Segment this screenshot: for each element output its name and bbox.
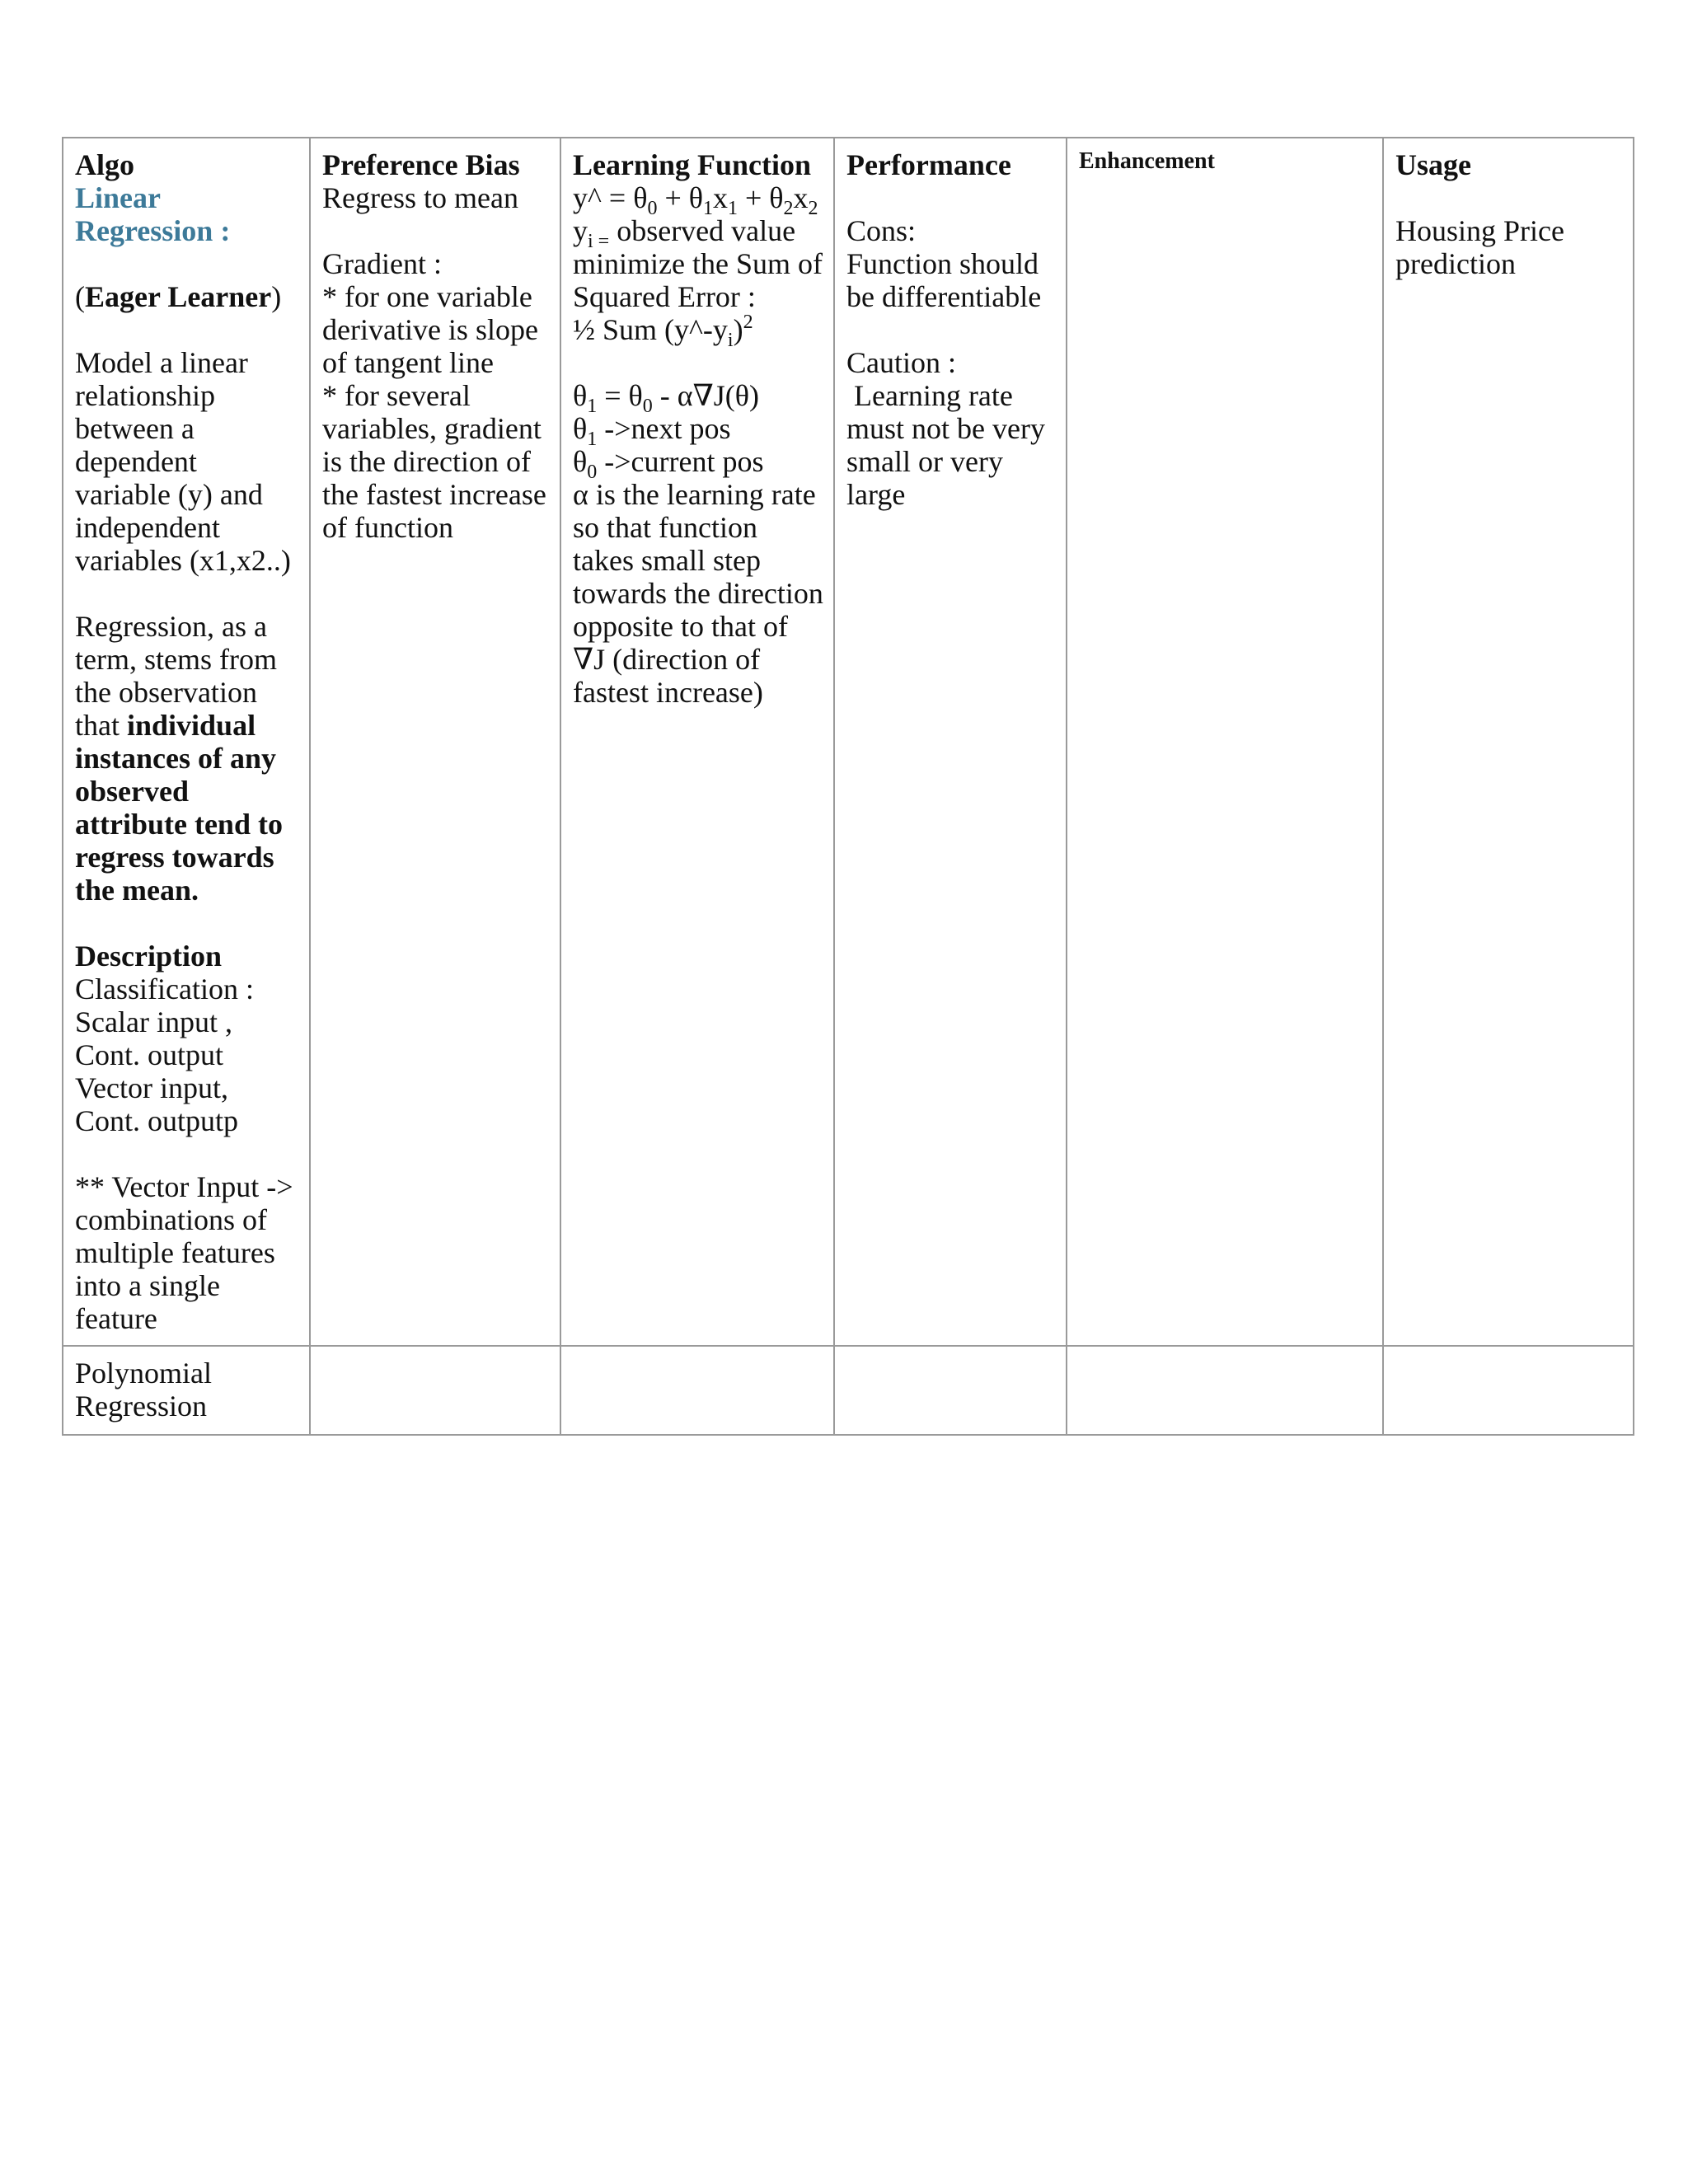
description-line: Cont. output — [75, 1038, 224, 1071]
cell-empty — [1383, 1346, 1634, 1435]
enhancement-text — [1079, 181, 1372, 214]
cell-empty — [560, 1346, 834, 1435]
cell-algo-polynomial — [63, 1346, 310, 1435]
model-description: Model a linear relationship between a dependent variable (y) and independent variables (x1,x2..) — [75, 346, 291, 577]
cell-performance — [834, 138, 1067, 1346]
gradient-update-rule: $\theta_1 = \theta_0 - \alpha\nabla J(\theta)$ — [573, 379, 760, 417]
cell-empty — [1067, 1346, 1383, 1435]
cell-usage — [1383, 138, 1634, 1346]
usage-text: Housing Price prediction — [1395, 214, 1572, 280]
gradient-point-one: * for one variable derivative is slope of tangent line — [322, 280, 546, 379]
description-line: Classification : — [75, 972, 254, 1005]
description-line: Vector input, — [75, 1071, 228, 1104]
learning-rate-explanation: α is the learning rate so that function takes small step towards the direction opposite to that of ∇J (direction of fastest increase) — [573, 478, 831, 709]
cell-algo — [63, 138, 310, 1346]
table-row — [63, 138, 1634, 1346]
sse-formula: ½ Sum $(y\^{}-y_i)^2$ — [573, 312, 753, 351]
cell-enhancement — [1067, 138, 1383, 1346]
caution-label: Caution : — [846, 346, 956, 379]
algo-name: Linear Regression : — [75, 181, 231, 247]
caution-text: Learning rate must not be very small or very large — [846, 379, 1053, 511]
header-preference-bias: Preference Bias — [322, 148, 520, 181]
cell-empty — [834, 1346, 1067, 1435]
header-learning-function: Learning Function — [573, 148, 812, 181]
observed-value-definition: $y_{i =}$ observed value — [573, 214, 796, 252]
header-enhancement: Enhancement — [1079, 148, 1215, 174]
description-line: Cont. outputp — [75, 1104, 239, 1137]
gradient-label: Gradient : — [322, 247, 442, 280]
polynomial-regression-label: Polynomial Regression — [75, 1357, 220, 1422]
gradient-point-two: * for several variables, gradient is the direction of the fastest increase of function — [322, 379, 554, 544]
description-line: Scalar input , — [75, 1005, 232, 1038]
next-position: $\theta_1$ ->next pos — [573, 412, 731, 450]
cell-preference-bias — [310, 138, 560, 1346]
cons-text: Function should be differentiable — [846, 247, 1047, 313]
cell-learning-function — [560, 138, 834, 1346]
header-usage: Usage — [1395, 148, 1471, 181]
hypothesis-equation: y^ = $\theta_0 + \theta_1x_1 + \theta_2x_2$ — [573, 181, 818, 219]
cons-label: Cons: — [846, 214, 917, 247]
regress-to-mean: Regress to mean — [322, 181, 518, 214]
learner-type: (Eager Learner) — [75, 280, 282, 313]
table-row — [63, 1346, 1634, 1435]
sse-description: minimize the Sum of Squared Error : — [573, 247, 830, 313]
current-position: $\theta_0$ ->current pos — [573, 445, 764, 483]
header-algo: Algo — [75, 148, 134, 181]
regression-origin: Regression, as a term, stems from the observation that individual instances of any observed attribute tend to regress towards the mean. — [75, 610, 290, 907]
header-performance: Performance — [846, 148, 1011, 181]
vector-input-note: ** Vector Input -> combinations of multiple features into a single feature — [75, 1170, 301, 1335]
cell-empty — [310, 1346, 560, 1435]
description-label: Description — [75, 940, 222, 972]
ml-algorithms-table — [62, 137, 1634, 1436]
